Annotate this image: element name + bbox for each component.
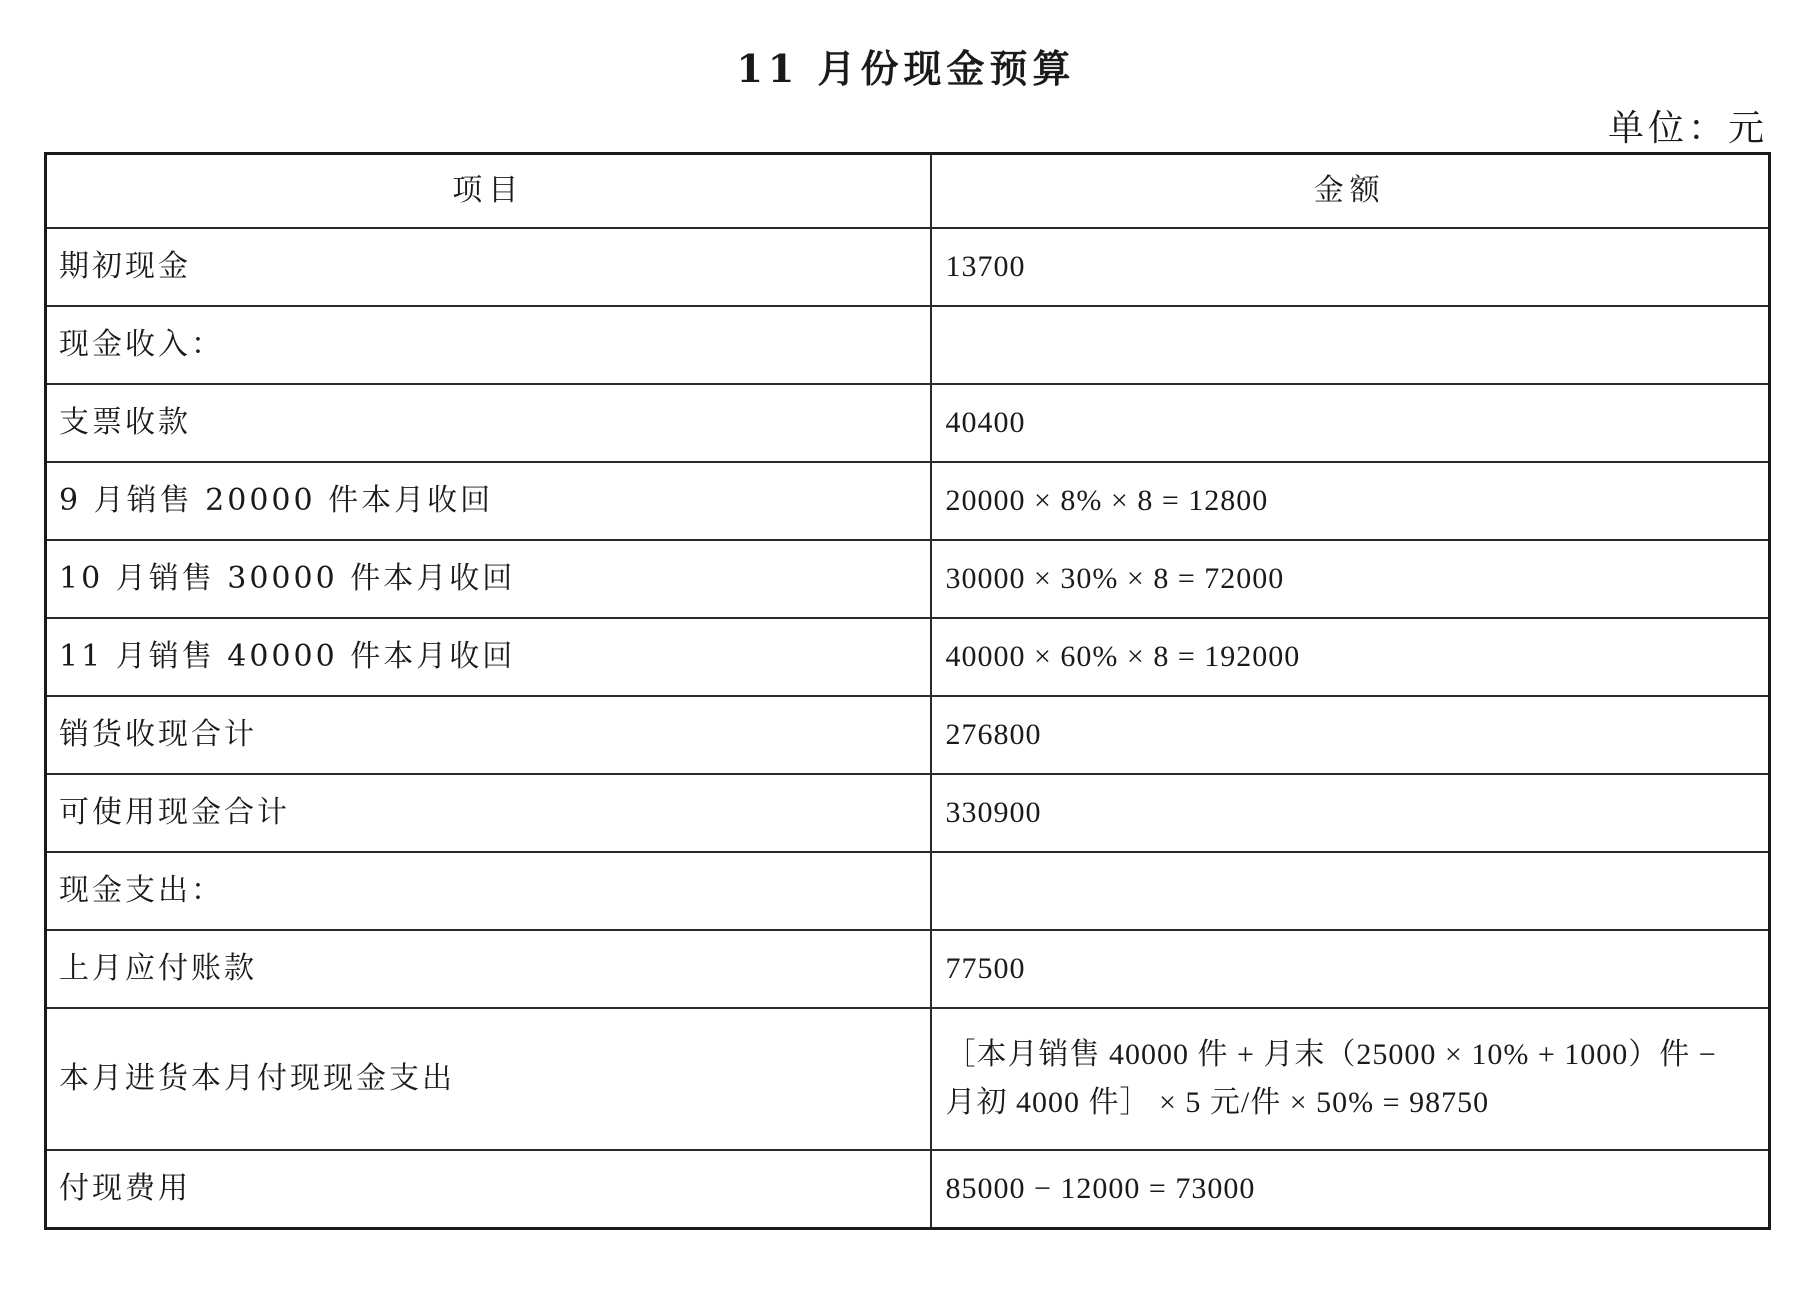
row-item: 可使用现金合计 [46, 774, 931, 852]
row-item: 10 月销售 30000 件本月收回 [46, 540, 931, 618]
table-row [46, 618, 1770, 696]
table-row [46, 930, 1770, 1008]
unit-label: 单位：元 [1607, 108, 1768, 149]
row-item: 付现费用 [46, 1150, 931, 1229]
row-amount: 330900 [931, 774, 1770, 852]
table-header-row [46, 154, 1770, 229]
row-item: 本月进货本月付现现金支出 [46, 1008, 931, 1150]
table-row [46, 696, 1770, 774]
row-amount: 77500 [931, 930, 1770, 1008]
row-item: 支票收款 [46, 384, 931, 462]
table-row [46, 462, 1770, 540]
row-amount: ［本月销售 40000 件 + 月末（25000 × 10% + 1000）件 − 月初 4000 件］ × 5 元/件 × 50% = 98750 [931, 1008, 1770, 1150]
header-amount: 金额 [931, 154, 1770, 229]
table-row [46, 1008, 1770, 1150]
row-item: 11 月销售 40000 件本月收回 [46, 618, 931, 696]
header-item: 项目 [46, 154, 931, 229]
row-amount: 30000 × 30% × 8 = 72000 [931, 540, 1770, 618]
table-row [46, 228, 1770, 306]
row-amount: 40000 × 60% × 8 = 192000 [931, 618, 1770, 696]
table-row [46, 540, 1770, 618]
row-item: 期初现金 [46, 228, 931, 306]
row-amount: 40400 [931, 384, 1770, 462]
table-row [46, 852, 1770, 930]
cash-budget-table [44, 152, 1771, 1230]
row-amount [931, 852, 1770, 930]
table-row [46, 384, 1770, 462]
table-row [46, 306, 1770, 384]
row-item: 9 月销售 20000 件本月收回 [46, 462, 931, 540]
table-row [46, 774, 1770, 852]
row-item: 上月应付账款 [46, 930, 931, 1008]
row-amount: 276800 [931, 696, 1770, 774]
row-item: 现金收入： [46, 306, 931, 384]
row-amount: 20000 × 8% × 8 = 12800 [931, 462, 1770, 540]
page-title: 11 月份现金预算 [736, 46, 1076, 91]
row-amount [931, 306, 1770, 384]
row-amount: 13700 [931, 228, 1770, 306]
table-row [46, 1150, 1770, 1229]
row-amount: 85000 − 12000 = 73000 [931, 1150, 1770, 1229]
row-item: 现金支出： [46, 852, 931, 930]
row-item: 销货收现合计 [46, 696, 931, 774]
